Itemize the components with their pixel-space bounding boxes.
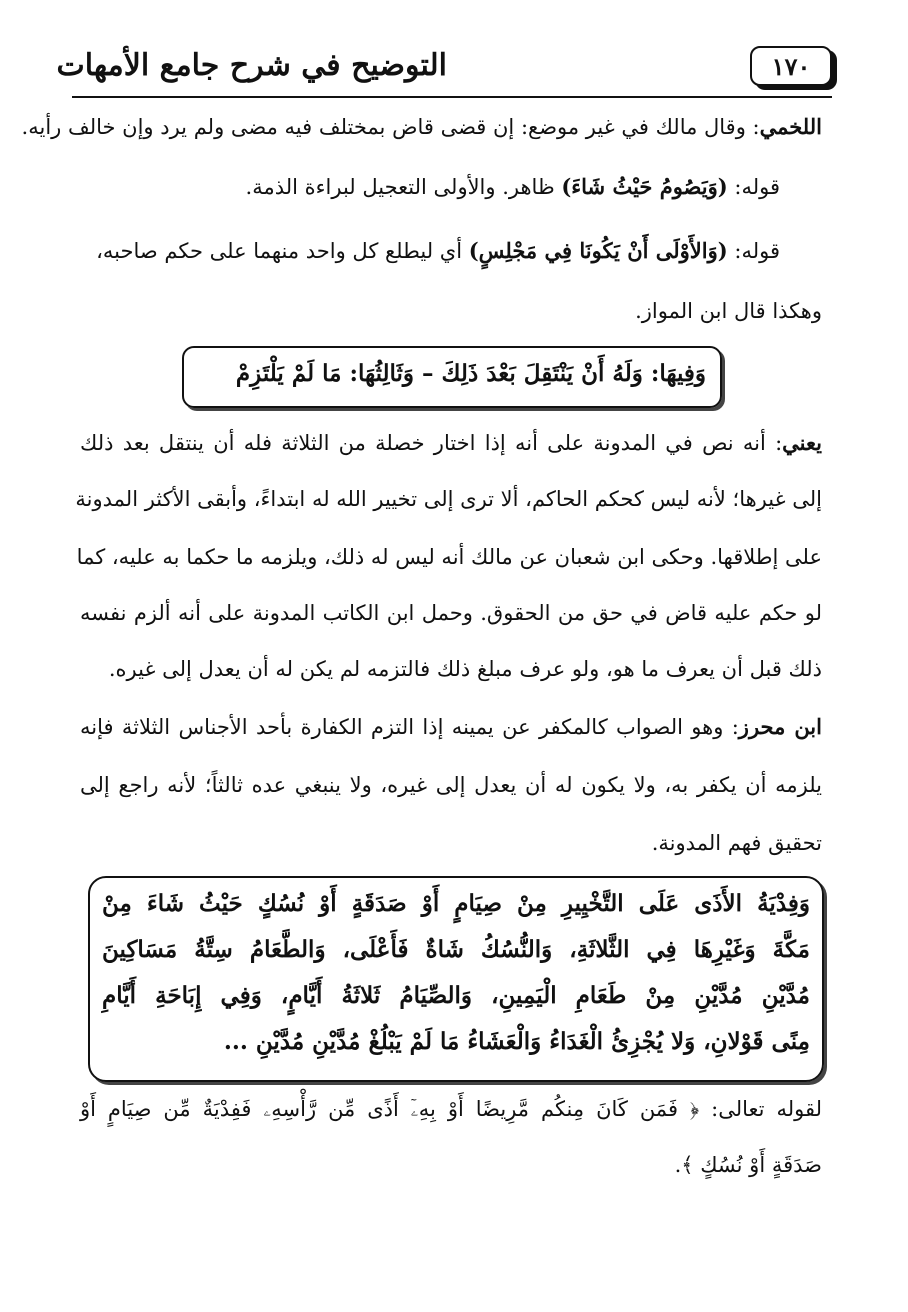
matn-box bbox=[182, 346, 722, 408]
paragraph-text: : وهو الصواب كالمكفر عن يمينه إذا التزم الكفارة بأحد الأجناس الثلاثة فإنه bbox=[80, 715, 739, 739]
matn-text: وَفِيهَا: وَلَهُ أَنْ يَنْتَقِلَ بَعْدَ ذَلِكَ – وَثَالِثُهَا: مَا لَمْ يَلْتَزِمْ bbox=[235, 360, 706, 387]
paragraph-line: تحقيق فهم المدونة. bbox=[651, 831, 822, 855]
paragraph-line: إلى غيرها؛ لأنه ليس كحكم الحاكم، ألا ترى إلى تخيير الله له ابتداءً، وأبقى الأكثر المدونة bbox=[75, 487, 822, 511]
paragraph-majlis bbox=[96, 236, 780, 266]
paragraph-text: أي ليطلع كل واحد منهما على حكم صاحبه، bbox=[96, 239, 469, 263]
quran-verse-end: صَدَقَةٍ أَوْ نُسُكٍ ﴾. bbox=[674, 1153, 822, 1177]
paragraph-text: : وقال مالك في غير موضع: إن قضى قاض بمختلف فيه مضى ولم يرد وإن خالف رأيه. bbox=[21, 115, 760, 139]
paragraph-line: يلزمه أن يكفر به، ولا يكون له أن يعدل إلى غيره، ولا ينبغي عده ثالثاً؛ لأنه راجع إلى bbox=[80, 773, 822, 797]
matn-line: مَكَّةَ وَغَيْرِهَا فِي الثَّلاثَةِ، وَالنُّسُكُ شَاةٌ فَأَعْلَى، وَالطَّعَامُ سِتَّةُ مَسَاكِينَ bbox=[102, 936, 810, 963]
page-number: ١٧٠ bbox=[750, 46, 832, 86]
matn-box-fidya bbox=[88, 876, 824, 1082]
paragraph-text: : أنه نص في المدونة على أنه إذا اختار خصلة من الثلاثة فله أن ينتقل بعد ذلك bbox=[80, 431, 783, 455]
matn-line: وَفِدْيَةُ الأَذَى عَلَى التَّخْيِيرِ مِنْ صِيَامٍ أَوْ صَدَقَةٍ أَوْ نُسُكٍ حَيْثُ شَاءَ مِنْ bbox=[102, 890, 810, 917]
paragraph-text: ظاهر. والأولى التعجيل لبراءة الذمة. bbox=[245, 175, 562, 199]
page-header bbox=[56, 40, 832, 96]
speaker-label: يعني bbox=[782, 430, 822, 455]
speaker-label: اللخمي bbox=[759, 114, 822, 139]
paragraph-line: على إطلاقها. وحكى ابن شعبان عن مالك أنه ليس له ذلك، ويلزمه ما حكما به عليه، كما bbox=[76, 545, 822, 569]
matn-line: مُدَّيْنِ مُدَّيْنِ مِنْ طَعَامِ الْيَمِينِ، وَالصِّيَامُ ثَلاثَةُ أَيَّامٍ، وَفِي إِبَاحَةِ أَيَّامِ bbox=[102, 982, 810, 1009]
matn-line: مِنًى قَوْلانِ، وَلا يُجْزِئُ الْغَدَاءُ وَالْعَشَاءُ مَا لَمْ يَبْلُغْ مُدَّيْنِ مُدَّيْنِ ... bbox=[223, 1028, 810, 1055]
quoted-matn: (وَالأَوْلَى أَنْ يَكُونَا فِي مَجْلِسٍ) bbox=[468, 238, 728, 263]
quote-intro: لقوله تعالى: bbox=[699, 1097, 822, 1121]
paragraph-lakhmi bbox=[21, 112, 822, 142]
header-divider bbox=[72, 96, 832, 98]
paragraph-ibn-muhriz bbox=[80, 712, 822, 742]
paragraph-fast bbox=[246, 172, 780, 202]
paragraph-line: وهكذا قال ابن المواز. bbox=[635, 299, 822, 323]
quote-intro: قوله: bbox=[727, 239, 780, 263]
paragraph-yani bbox=[80, 428, 822, 458]
running-title: التوضيح في شرح جامع الأمهات bbox=[56, 48, 447, 83]
paragraph-line: لو حكم عليه قاض في حق من الحقوق. وحمل ابن الكاتب المدونة على أنه ألزم نفسه bbox=[80, 601, 822, 625]
speaker-label: ابن محرز bbox=[738, 714, 822, 739]
quote-intro: قوله: bbox=[727, 175, 780, 199]
quran-verse: ﴿ فَمَن كَانَ مِنكُم مَّرِيضًا أَوْ بِهِۦٓ أَذًى مِّن رَّأْسِهِۦ فَفِدْيَةٌ مِّن صِيَامٍ أَوْ bbox=[80, 1097, 700, 1121]
quoted-matn: (وَيَصُومُ حَيْثُ شَاءَ) bbox=[561, 174, 728, 199]
quran-citation bbox=[80, 1094, 822, 1124]
paragraph-line: ذلك قبل أن يعرف ما هو، ولو عرف مبلغ ذلك فالتزمه لم يكن له أن يعدل إلى غيره. bbox=[108, 657, 822, 681]
